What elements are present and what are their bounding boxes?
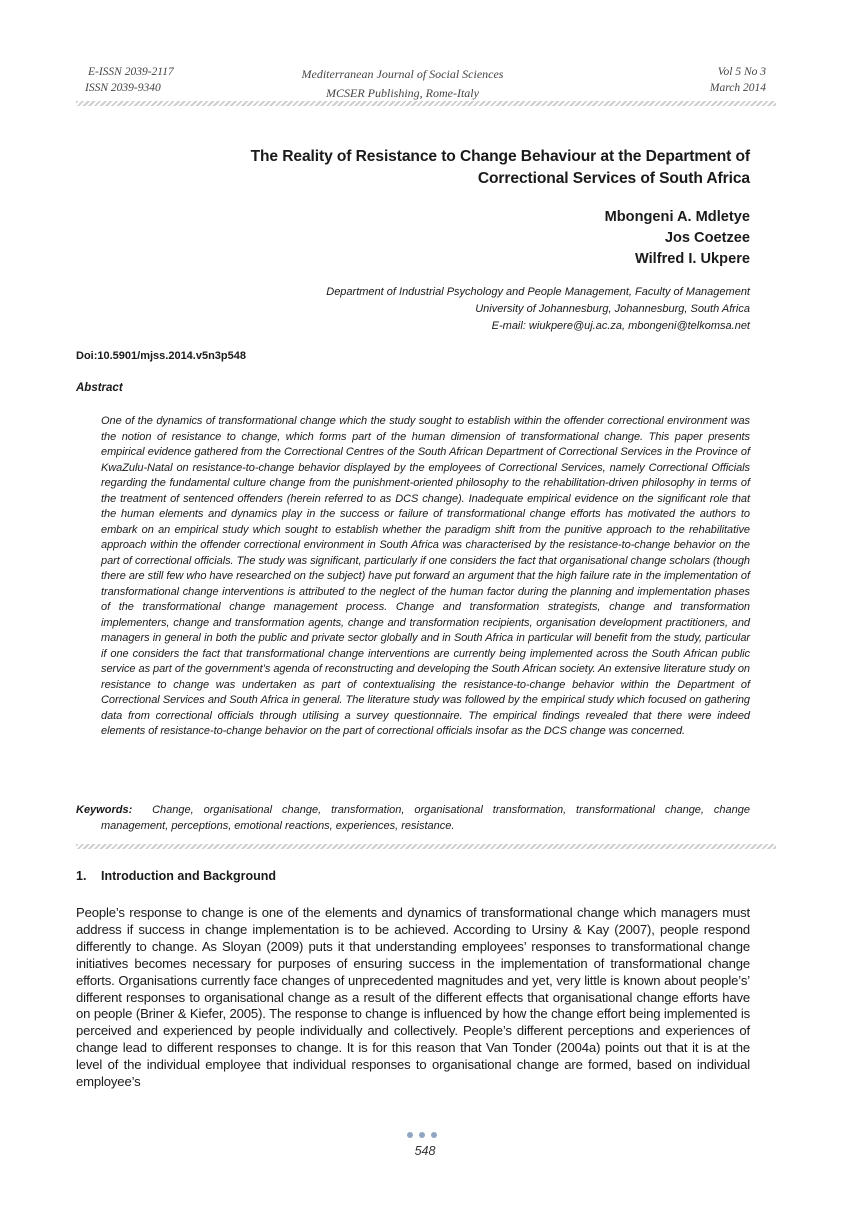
ornament-dot (431, 1132, 437, 1138)
affiliation-department: Department of Industrial Psychology and People Management, Faculty of Management (326, 286, 750, 298)
affiliation-university: University of Johannesburg, Johannesburg, South Africa (475, 303, 750, 315)
header-divider (76, 101, 776, 106)
keywords-list: Change, organisational change, transformation, organisational transformation, transformational change, change management, perceptions, emotional reactions, experiences, resistance. (101, 804, 750, 832)
issn: ISSN 2039-9340 (85, 82, 161, 94)
author-3: Wilfred I. Ukpere (634, 251, 750, 267)
affiliation (250, 284, 750, 335)
author-1: Mbongeni A. Mdletye (604, 209, 750, 225)
section-heading (76, 869, 276, 883)
intro-paragraph: People’s response to change is one of the elements and dynamics of transformational change which managers must address if success in change implementation is to be achieved. According to Ursiny & Kay (2007), people respond differently to change. As Sloyan (2009) puts it that understanding employees’ responses to transformational change initiatives becomes necessary for purposes of ensuring success in the implementation of transformational change efforts. Organisations currently face changes of unprecedented magnitudes and yet, very little is known about people’s’ different responses to organisational change as a result of the different effects that organisational change efforts have on people (Briner & Kiefer, 2005). The response to change is influenced by how the change effort being implemented is perceived and experienced by people individually and collectively. People’s different perceptions and experiences of change lead to different responses to change. It is for this reason that Van Tonder (2004a) points out that it is at the level of the individual employee that individual responses to organisational change are formed, based on individual employee’s (76, 905, 750, 1090)
abstract-heading: Abstract (76, 382, 123, 394)
publisher: MCSER Publishing, Rome-Italy (326, 86, 479, 100)
section-divider (76, 844, 776, 849)
author-list (400, 207, 750, 270)
issue-date: March 2014 (709, 82, 766, 94)
section-title: Introduction and Background (101, 869, 276, 883)
journal-name: Mediterranean Journal of Social Sciences (301, 67, 504, 81)
keywords-label: Keywords: (76, 804, 133, 816)
abstract-text: One of the dynamics of transformational change which the study sought to establish within the offender correctional environment was the notion of resistance to change, which forms part of the human dimension of transformational change. This paper presents empirical evidence gathered from the Correctional Centres of the South African Department of Correctional Services in the Province of KwaZulu-Natal on resistance-to-change behavior displayed by the employees of Correctional Services, namely Correctional Officials regarding the fundamental culture change from the punishment-oriented philosophy to the rehabilitation-driven philosophy in terms of the treatment of sentenced offenders (herein referred to as DCS change). Inadequate empirical evidence on the significant role that the human elements and dynamics play in the success or failure of transformational change efforts has motivated the authors to embark on an empirical study which sought to establish whether the paradigm shift from the punitive approach to the rehabilitative approach within the offender correctional environment in South Africa was characterised by the resistance-to-change behavior on the part of correctional officials. The study was significant, particularly if one considers the fact that organisational change scholars (though there are still few who have researched on the subject) have put forward an argument that the high failure rate in the implementation of transformational change interventions is attributed to the neglect of the human factor during the planning and implementation phases of the transformational change management process. Change and transformation strategists, change and transformation implementers, change and transformation agents, change and transformation recipients, organisation development practitioners, and managers in general in both the public and private sector globally and in South Africa in particular will benefit from the study, particular if one considers the fact that transformational change interventions are currently being implemented across the South African public service as part of the government’s agenda of reconstructing and developing the South African society. An extensive literature study on resistance to change was undertaken as part of contextualising the resistance-to-change behavior within the Department of Correctional Services and South Africa in general. The literature study was followed by the empirical study which focused on gathering data from correctional officials through utilising a survey questionnaire. The empirical findings revealed that there were indeed elements of resistance-to-change behavior on the part of correctional officials insofar as the DCS change was concerned. (101, 415, 750, 737)
title-line-1: The Reality of Resistance to Change Behaviour at the Department of (250, 148, 750, 165)
article-title (160, 146, 750, 190)
eissn: E-ISSN 2039-2117 (88, 66, 174, 78)
affiliation-email: E-mail: wiukpere@uj.ac.za, mbongeni@telkomsa.net (491, 320, 750, 332)
section-number: 1. (76, 869, 87, 883)
page-number: 548 (414, 1144, 436, 1158)
title-line-2: Correctional Services of South Africa (477, 170, 750, 187)
page-ornament (407, 1132, 437, 1138)
doi: Doi:10.5901/mjss.2014.v5n3p548 (76, 350, 247, 362)
author-2: Jos Coetzee (664, 230, 750, 246)
volume: Vol 5 No 3 (717, 66, 766, 78)
keywords (76, 803, 750, 834)
ornament-dot (419, 1132, 425, 1138)
ornament-dot (407, 1132, 413, 1138)
